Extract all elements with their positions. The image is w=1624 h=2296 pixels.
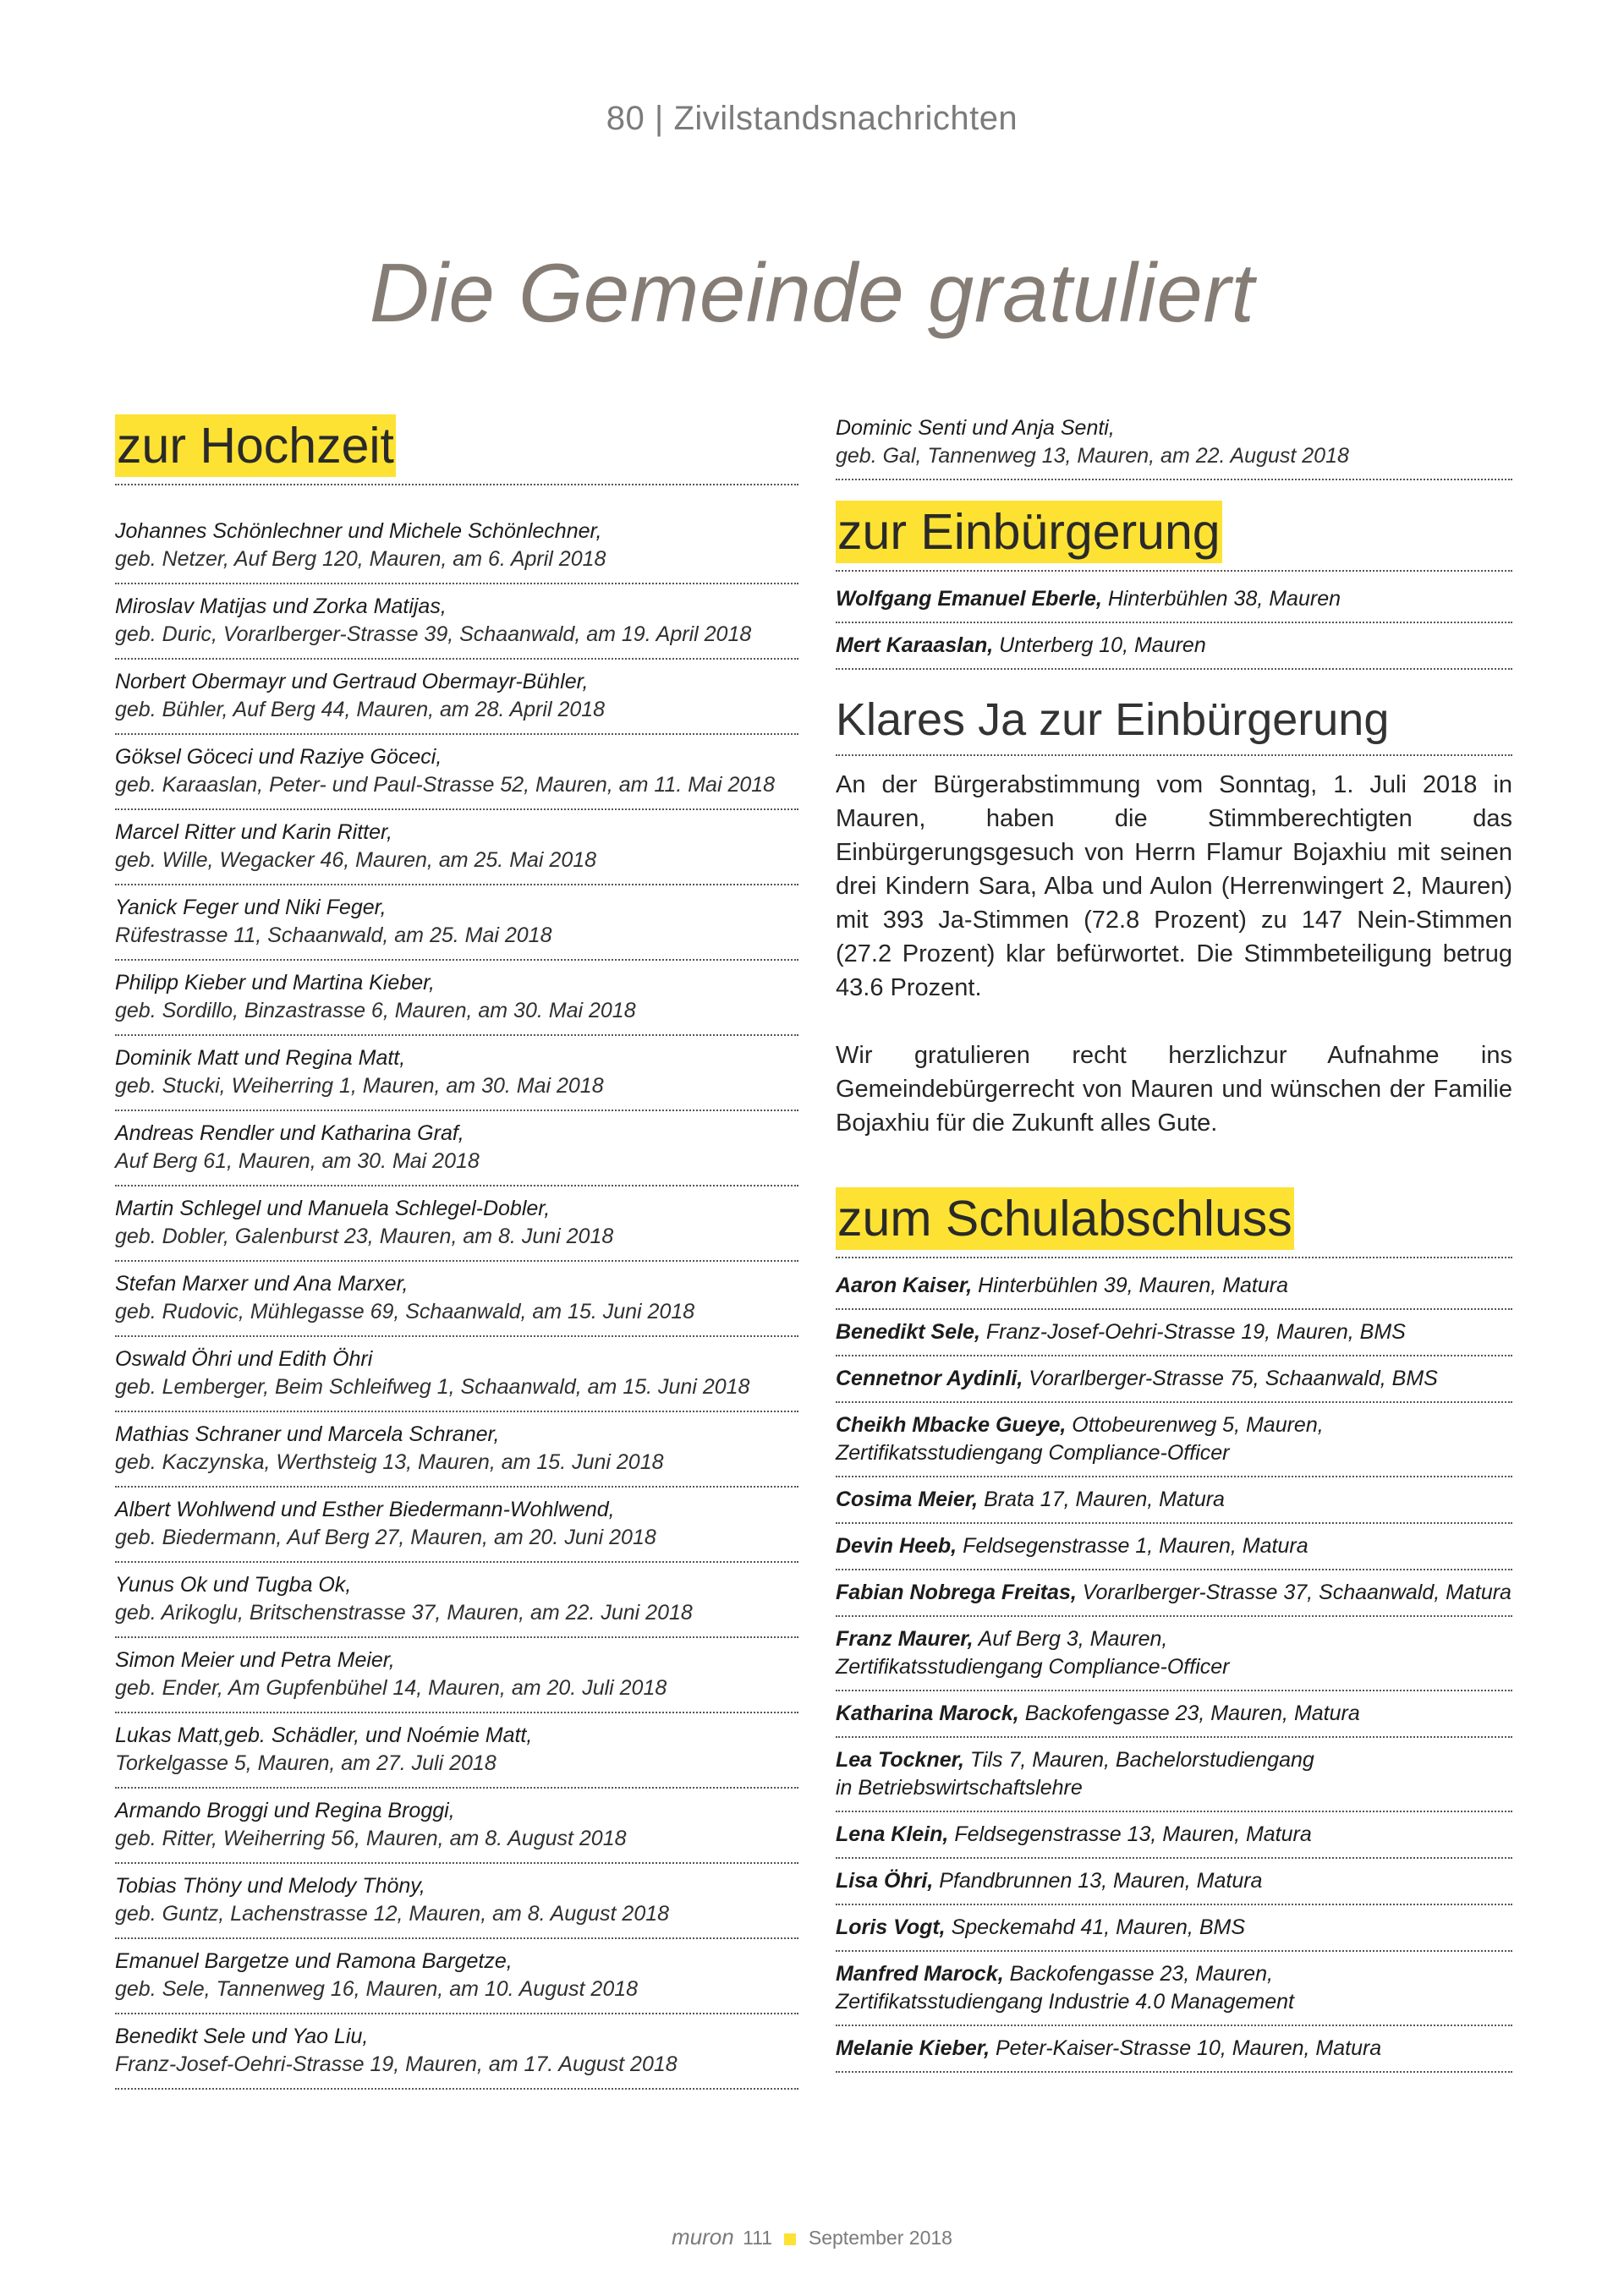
entry-name: Simon Meier und Petra Meier, [115,1648,395,1672]
entry-detail-continued: Zertifikatsstudiengang Industrie 4.0 Management [836,1990,1294,2014]
entry-detail: Feldsegenstrasse 13, Mauren, Matura [954,1822,1312,1846]
entry-name: Andreas Rendler und Katharina Graf, [115,1121,464,1145]
entry-line [836,1821,1512,1849]
entry-detail: Vorarlberger-Strasse 75, Schaanwald, BMS [1029,1367,1438,1390]
entry-detail: Franz-Josef-Oehri-Strasse 19, Mauren, am 17. August 2018 [115,2052,678,2076]
entry-detail: geb. Rudovic, Mühlegasse 69, Schaanwald, am 15. Juni 2018 [115,1300,695,1323]
entry-detail: Backofengasse 23, Mauren, [1009,1962,1273,1986]
graduation-entry [836,1691,1512,1738]
entry-detail: geb. Dobler, Galenburst 23, Mauren, am 8. Juni 2018 [115,1225,614,1248]
entry-detail: Hinterbühlen 38, Mauren [1107,587,1341,611]
entry-name: Aaron Kaiser, [836,1274,973,1297]
wedding-entry [115,660,798,735]
entry-line [836,632,1512,660]
entry-detail: geb. Bühler, Auf Berg 44, Mauren, am 28. April 2018 [115,698,606,721]
entry-name: Devin Heeb, [836,1534,957,1558]
entry-name: Benedikt Sele, [836,1320,980,1344]
entry-detail: geb. Sordillo, Binzastrasse 6, Mauren, am 30. Mai 2018 [115,999,636,1022]
entry-line [836,1867,1512,1895]
entry-name: Lena Klein, [836,1822,949,1846]
section-divider [836,563,1512,572]
entry-name: Wolfgang Emanuel Eberle, [836,587,1102,611]
entry-line [836,1411,1512,1439]
entry-detail-continued: Zertifikatsstudiengang Compliance-Officer [836,1441,1230,1465]
graduation-entry [836,1403,1512,1477]
entry-name: Cheikh Mbacke Gueye, [836,1413,1067,1437]
wedding-entry-continued [836,414,1512,480]
graduation-entry [836,1263,1512,1310]
entry-detail: geb. Sele, Tannenweg 16, Mauren, am 10. August 2018 [115,1977,639,2001]
naturalization-list [836,577,1512,670]
entry-name: Melanie Kieber, [836,2036,990,2060]
entry-name: Martin Schlegel und Manuela Schlegel-Dobler, [115,1197,551,1220]
wedding-entry [115,1412,798,1488]
entry-name: Cosima Meier, [836,1488,979,1511]
graduation-entry [836,1524,1512,1570]
wedding-entry [115,1638,798,1713]
entry-line [836,1700,1512,1728]
entry-name: Lisa Öhri, [836,1869,934,1893]
wedding-entry [115,1488,798,1563]
graduation-entry [836,1738,1512,1812]
entry-name: Loris Vogt, [836,1915,946,1939]
entry-name: Dominic Senti und Anja Senti, [836,416,1115,440]
graduation-entry [836,1617,1512,1691]
entry-name: Marcel Ritter und Karin Ritter, [115,820,392,844]
footer-brand: muron [672,2224,734,2249]
wedding-entry [115,1262,798,1337]
entry-name: Fabian Nobrega Freitas, [836,1581,1077,1604]
left-column [115,414,798,2090]
header-section: Zivilstandsnachrichten [673,100,1018,137]
entry-detail: geb. Gal, Tannenweg 13, Mauren, am 22. August 2018 [836,444,1349,468]
entry-name: Armando Broggi und Regina Broggi, [115,1799,455,1822]
wedding-entry [115,1111,798,1186]
entry-name: Cennetnor Aydinli, [836,1367,1023,1390]
entry-name: Göksel Göceci und Raziye Göceci, [115,745,442,769]
entry-line [836,1318,1512,1346]
entry-detail: Brata 17, Mauren, Matura [984,1488,1225,1511]
entry-detail: Speckemahd 41, Mauren, BMS [951,1915,1245,1939]
entry-name: Lukas Matt,geb. Schädler, und Noémie Matt, [115,1723,533,1747]
entry-detail: geb. Arikoglu, Britschenstrasse 37, Mauren, am 22. Juni 2018 [115,1601,693,1625]
entry-line [836,1625,1512,1653]
entry-line [836,1914,1512,1942]
entry-detail-continued: Zertifikatsstudiengang Compliance-Officer [836,1655,1230,1679]
footer-date: September 2018 [808,2227,952,2249]
entry-line [836,1746,1512,1774]
entry-detail: geb. Ender, Am Gupfenbühel 14, Mauren, am 20. Juli 2018 [115,1676,667,1700]
entry-name: Benedikt Sele und Yao Liu, [115,2025,369,2048]
entry-line [836,1272,1512,1300]
entry-detail: geb. Karaaslan, Peter- und Paul-Strasse 52, Mauren, am 11. Mai 2018 [115,773,776,797]
entry-name: Dominik Matt und Regina Matt, [115,1046,406,1070]
heading-einbuergerung: zur Einbürgerung [836,501,1512,563]
entry-name: Franz Maurer, [836,1627,974,1651]
entry-name: Tobias Thöny und Melody Thöny, [115,1874,425,1898]
page-header [0,100,1624,138]
article-paragraph-2: Wir gratulieren recht herzlichzur Aufnahme ins Gemeindebürgerrecht von Mauren und wünschen der Familie Bojaxhiu für die Zukunft alles Gute. [836,1042,1512,1137]
entry-detail: geb. Guntz, Lachenstrasse 12, Mauren, am 8. August 2018 [115,1902,670,1926]
entry-name: Lea Tockner, [836,1748,964,1772]
graduation-entry [836,1356,1512,1403]
wedding-entry [115,1939,798,2014]
graduation-entry [836,1477,1512,1524]
entry-detail: geb. Kaczynska, Werthsteig 13, Mauren, am 15. Juni 2018 [115,1450,664,1474]
right-column [836,414,1512,2073]
entry-detail: Feldsegenstrasse 1, Mauren, Matura [963,1534,1309,1558]
graduation-entry [836,1859,1512,1905]
entry-name: Miroslav Matijas und Zorka Matijas, [115,595,447,618]
graduation-entry [836,1570,1512,1617]
graduation-list [836,1263,1512,2073]
entry-line [836,585,1512,613]
entry-detail: geb. Stucki, Weiherring 1, Mauren, am 30. Mai 2018 [115,1074,604,1098]
entry-detail: geb. Netzer, Auf Berg 120, Mauren, am 6. April 2018 [115,547,606,571]
wedding-entry [115,509,798,584]
entry-detail: Pfandbrunnen 13, Mauren, Matura [939,1869,1263,1893]
entry-name: Norbert Obermayr und Gertraud Obermayr-Bühler, [115,670,589,693]
entry-detail: Tils 7, Mauren, Bachelorstudiengang [969,1748,1314,1772]
entry-name: Albert Wohlwend und Esther Biedermann-Wohlwend, [115,1498,615,1521]
entry-name: Katharina Marock, [836,1701,1019,1725]
heading-hochzeit: zur Hochzeit [115,414,798,477]
graduation-entry [836,1310,1512,1356]
page-number: 80 [606,100,645,137]
entry-detail: Rüfestrasse 11, Schaanwald, am 25. Mai 2018 [115,923,552,947]
entry-line [836,1579,1512,1607]
entry-name: Philipp Kieber und Martina Kieber, [115,971,436,995]
wedding-entry [115,2014,798,2090]
entry-line [836,1486,1512,1514]
entry-detail: Vorarlberger-Strasse 37, Schaanwald, Matura [1082,1581,1512,1604]
wedding-entry [115,885,798,961]
wedding-entry [115,735,798,810]
wedding-entry [115,1563,798,1638]
entry-name: Yanick Feger und Niki Feger, [115,896,387,919]
wedding-entry [115,1186,798,1262]
section-divider [836,1250,1512,1258]
graduation-entry [836,1905,1512,1952]
entry-detail: Ottobeurenweg 5, Mauren, [1072,1413,1324,1437]
article-paragraph-1: An der Bürgerabstimmung vom Sonntag, 1. Juli 2018 in Mauren, haben die Stimmberechtigten das Einbürgerungsgesuch von Herrn Flamur Bojaxhiu mit seinen drei Kindern Sara, Alba und Aulon (Herrenwingert 2, Mauren) mit 393 Ja-Stimmen (72.8 Prozent) zu 147 Nein-Stimmen (27.2 Prozent) klar befürwortet. Die Stimmbeteiligung betrug 43.6 Prozent. [836,771,1512,1001]
entry-detail: Peter-Kaiser-Strasse 10, Mauren, Matura [995,2036,1382,2060]
entry-detail: geb. Lemberger, Beim Schleifweg 1, Schaanwald, am 15. Juni 2018 [115,1375,750,1399]
graduation-entry [836,1952,1512,2026]
entry-name: Stefan Marxer und Ana Marxer, [115,1272,409,1296]
header-separator: | [654,100,664,137]
entry-name: Mathias Schraner und Marcela Schraner, [115,1422,500,1446]
wedding-entry [115,584,798,660]
entry-name: Oswald Öhri und Edith Öhri [115,1347,373,1371]
entry-detail: Hinterbühlen 39, Mauren, Matura [978,1274,1289,1297]
wedding-list [115,509,798,2090]
entry-detail-continued: in Betriebswirtschaftslehre [836,1776,1083,1800]
wedding-entry [115,1036,798,1111]
section-divider [115,477,798,485]
entry-name: Johannes Schönlechner und Michele Schönlechner, [115,519,602,543]
entry-line [836,1365,1512,1393]
entry-line [836,2035,1512,2063]
naturalization-entry [836,623,1512,670]
page-footer [0,2224,1624,2250]
footer-square-icon [784,2233,796,2245]
heading-schulabschluss: zum Schulabschluss [836,1187,1512,1250]
entry-name: Emanuel Bargetze und Ramona Bargetze, [115,1949,513,1973]
entry-detail: geb. Ritter, Weiherring 56, Mauren, am 8. August 2018 [115,1827,627,1850]
entry-line [836,1960,1512,1988]
article-title: Klares Ja zur Einbürgerung [836,694,1390,745]
wedding-entry [115,810,798,885]
naturalization-entry [836,577,1512,623]
entry-name: Manfred Marock, [836,1962,1004,1986]
entry-detail: geb. Wille, Wegacker 46, Mauren, am 25. Mai 2018 [115,848,597,872]
entry-name: Mert Karaaslan, [836,633,994,657]
wedding-entry [115,961,798,1036]
graduation-entry [836,1812,1512,1859]
entry-detail: Auf Berg 3, Mauren, [978,1627,1168,1651]
wedding-entry [115,1337,798,1412]
graduation-entry [836,2026,1512,2073]
page-title: Die Gemeinde gratuliert [369,246,1255,339]
article-divider [836,754,1512,756]
entry-detail: Torkelgasse 5, Mauren, am 27. Juli 2018 [115,1751,497,1775]
entry-name: Yunus Ok und Tugba Ok, [115,1573,352,1597]
entry-detail: Backofengasse 23, Mauren, Matura [1024,1701,1360,1725]
entry-line [836,1532,1512,1560]
entry-detail: Franz-Josef-Oehri-Strasse 19, Mauren, BMS [985,1320,1406,1344]
entry-detail: Unterberg 10, Mauren [999,633,1206,657]
entry-detail: Auf Berg 61, Mauren, am 30. Mai 2018 [115,1149,480,1173]
entry-detail: geb. Biedermann, Auf Berg 27, Mauren, am 20. Juni 2018 [115,1526,656,1549]
wedding-entry [115,1789,798,1864]
footer-issue: 111 [743,2227,773,2249]
entry-detail: geb. Duric, Vorarlberger-Strasse 39, Schaanwald, am 19. April 2018 [115,622,752,646]
wedding-entry [115,1713,798,1789]
wedding-entry [115,1864,798,1939]
